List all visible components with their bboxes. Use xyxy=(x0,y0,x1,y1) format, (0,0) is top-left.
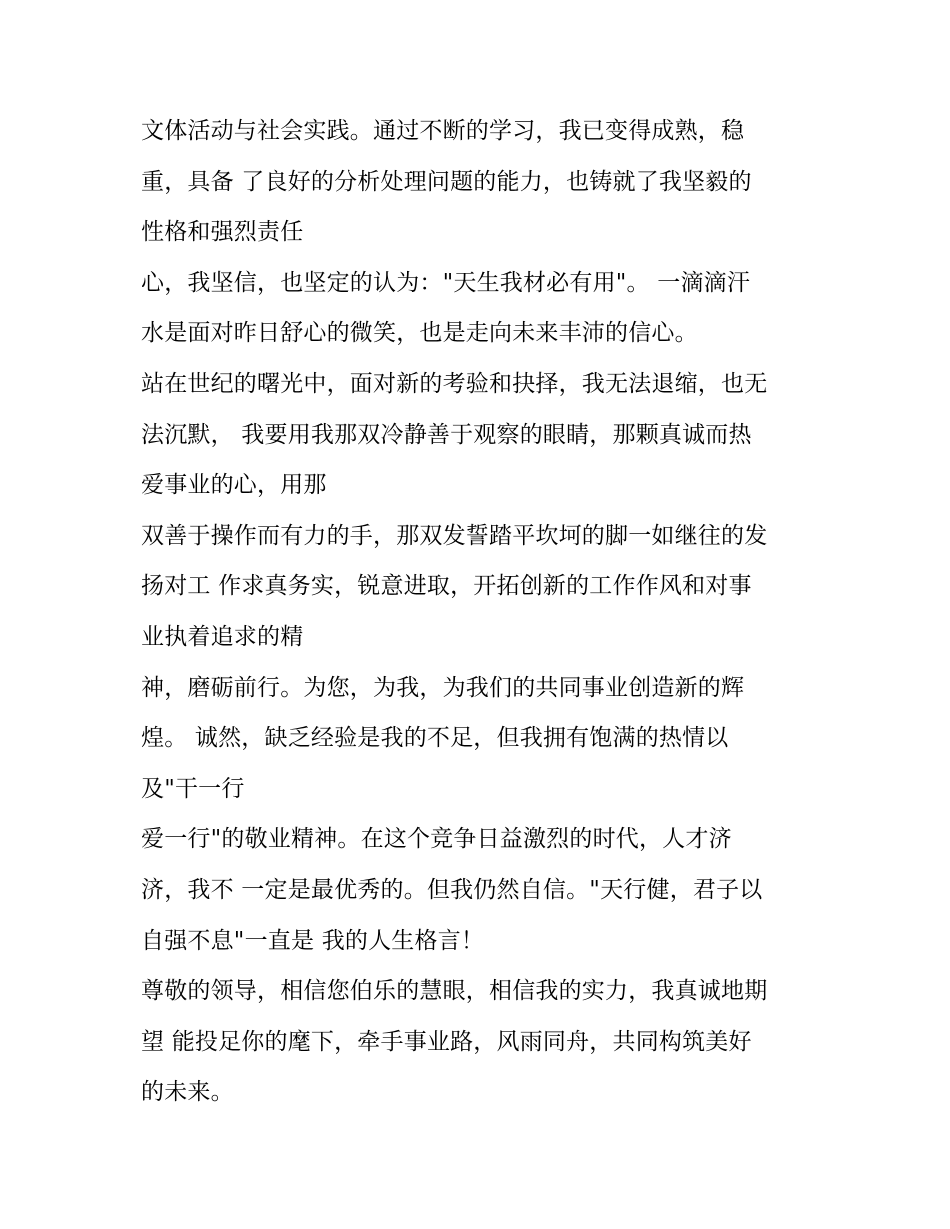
text-line: 文体活动与社会实践。通过不断的学习，我已变得成熟，稳 xyxy=(141,118,745,144)
text-line: 业执着追求的精 xyxy=(141,623,304,650)
text-line: 爱事业的心，用那 xyxy=(141,472,327,499)
text-line: 站在世纪的曙光中，面对新的考验和抉择，我无法退缩，也无 xyxy=(141,370,768,397)
text-line: 济，我不 一定是最优秀的。但我仍然自信。"天行健，君子以 xyxy=(141,876,763,903)
text-line: 的未来。 xyxy=(141,1079,234,1106)
text-line: 双善于操作而有力的手，那双发誓踏平坎坷的脚一如继往的发 xyxy=(141,522,768,549)
text-line: 煌。 诚然，缺乏经验是我的不足，但我拥有饱满的热情以 xyxy=(141,725,729,752)
text-line: 水是面对昨日舒心的微笑，也是走向未来丰沛的信心。 xyxy=(141,320,698,347)
body-text xyxy=(141,106,841,1118)
text-line: 神，磨砺前行。为您，为我，为我们的共同事业创造新的辉 xyxy=(141,674,745,701)
text-line: 爱一行"的敬业精神。在这个竞争日益激烈的时代，人才济 xyxy=(141,826,732,853)
text-line: 法沉默， 我要用我那双冷静善于观察的眼睛，那颗真诚而热 xyxy=(141,421,752,448)
text-line: 望 能投足你的麾下，牵手事业路，风雨同舟，共同构筑美好 xyxy=(141,1028,752,1055)
text-line: 扬对工 作求真务实，锐意进取，开拓创新的工作作风和对事 xyxy=(141,573,752,600)
text-line: 及"干一行 xyxy=(141,775,245,802)
text-line: 尊敬的领导，相信您伯乐的慧眼，相信我的实力，我真诚地期 xyxy=(141,978,768,1005)
text-line: 心，我坚信，也坚定的认为："天生我材必有用"。 一滴滴汗 xyxy=(141,269,751,296)
text-line: 性格和强烈责任 xyxy=(141,219,304,246)
text-line: 自强不息"一直是 我的人生格言！ xyxy=(141,927,485,954)
text-line: 重，具备 了良好的分析处理问题的能力，也铸就了我坚毅的 xyxy=(141,168,752,195)
